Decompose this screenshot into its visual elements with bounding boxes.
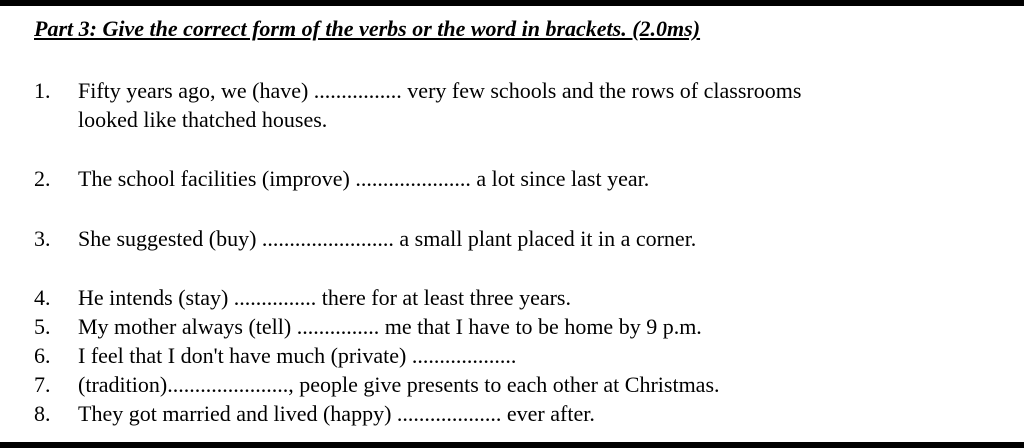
question-number: 5. — [34, 314, 51, 339]
question-number: 4. — [34, 285, 51, 310]
question-number: 6. — [34, 343, 51, 368]
question-number: 8. — [34, 401, 51, 426]
question-text-line: The school facilities (improve) ..................... a lot since last year. — [78, 166, 650, 191]
question-text-line: I feel that I don't have much (private) ................... — [78, 343, 517, 368]
question-number: 2. — [34, 166, 51, 191]
question-text-line: (tradition)......................, people give presents to each other at Christmas. — [78, 372, 720, 397]
question-text-line: Fifty years ago, we (have) ................ very few schools and the rows of classrooms — [78, 78, 802, 103]
question-number: 1. — [34, 78, 51, 103]
question-text-line: She suggested (buy) ........................ a small plant placed it in a corner. — [78, 226, 697, 251]
section-title: Part 3: Give the correct form of the verbs or the word in brackets. (2.0ms) — [34, 16, 701, 41]
question-text-line: They got married and lived (happy) ................... ever after. — [78, 401, 595, 426]
question-text-line: He intends (stay) ............... there for at least three years. — [78, 285, 571, 310]
question-number: 7. — [34, 372, 51, 397]
worksheet-page — [0, 6, 1024, 442]
question-text-line: looked like thatched houses. — [78, 107, 328, 132]
question-text-line: My mother always (tell) ............... me that I have to be home by 9 p.m. — [78, 314, 702, 339]
question-number: 3. — [34, 226, 51, 251]
